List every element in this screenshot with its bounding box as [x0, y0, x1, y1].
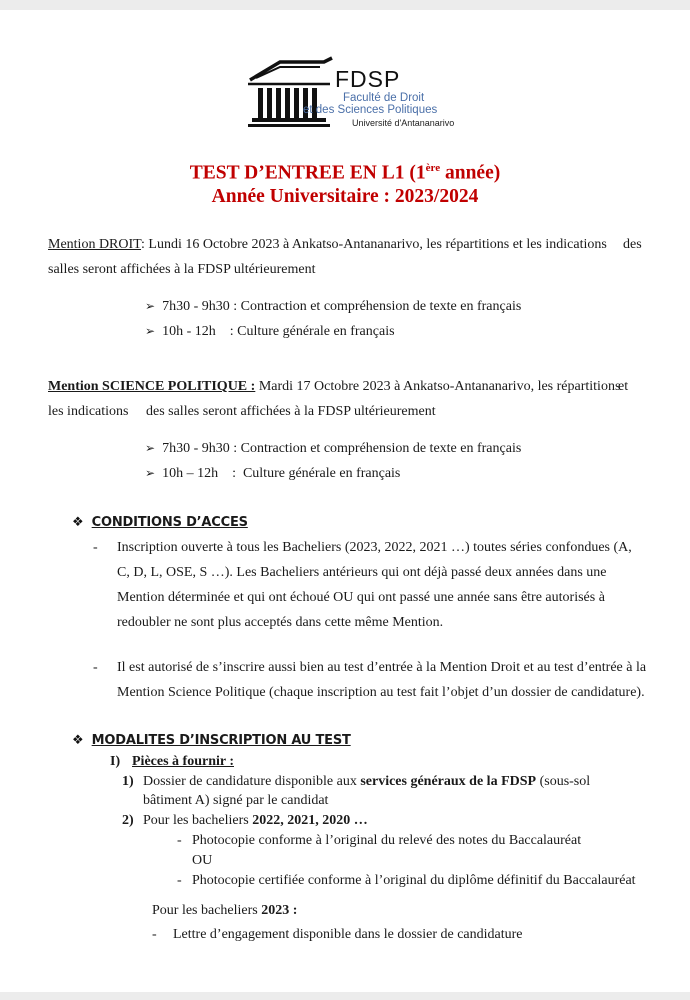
dash-bullet: -: [93, 540, 98, 555]
conditions-para1-line: C, D, L, OSE, S …). Les Bacheliers antérieurs qui ont déjà passé deux années dans une: [117, 565, 607, 580]
sciencepo-label: Mention SCIENCE POLITIQUE :: [48, 379, 256, 394]
logo-line-3: Université d'Antananarivo: [352, 118, 455, 128]
item1-line2: bâtiment A) signé par le candidat: [143, 793, 329, 808]
dash-bullet: -: [93, 660, 98, 675]
logo-line-2: et des Sciences Politiques: [303, 104, 438, 116]
diamond-star-icon: ❖: [72, 732, 84, 747]
conditions-para2-line: Mention Science Politique (chaque inscription au test fait l’objet d’un dossier de candidature).: [117, 685, 645, 700]
item-number: 1): [122, 774, 134, 789]
arrow-bullet-icon: ➢: [145, 324, 156, 338]
document-page: [0, 10, 690, 992]
fdsp-logo: [246, 54, 456, 136]
arrow-bullet-icon: ➢: [145, 441, 156, 455]
arrow-bullet-icon: ➢: [145, 466, 156, 480]
sub-item-line: Photocopie certifiée conforme à l’original du diplôme définitif du Baccalauréat: [192, 873, 636, 888]
sciencepo-text: Mardi 17 Octobre 2023 à Ankatso-Antananarivo, les répartitions: [255, 379, 621, 394]
bacheliers-2023-line: Pour les bacheliers 2023 :: [152, 903, 298, 918]
conditions-para1-line: Inscription ouverte à tous les Bacheliers (2023, 2022, 2021 …) toutes séries confondues (A,: [117, 540, 632, 555]
item-number: 2): [122, 813, 134, 828]
list-item: ➢ 7h30 - 9h30 : Contraction et compréhension de texte en français: [145, 299, 522, 314]
droit-paragraph-line1: [48, 236, 607, 254]
dash-bullet: -: [177, 873, 182, 888]
droit-text: : Lundi 16 Octobre 2023 à Ankatso-Antananarivo, les répartitions et les indications: [141, 237, 607, 252]
droit-label: Mention DROIT: [48, 237, 142, 252]
droit-line1-end: des: [623, 237, 642, 252]
dash-bullet: -: [152, 927, 157, 942]
conditions-para1-line: Mention déterminée et qui ont échoué OU qui ont passé une année sans être autorisés à: [117, 590, 605, 605]
conditions-para2-line: Il est autorisé de s’inscrire aussi bien au test d’entrée à la Mention Droit et au test d’entrée à la: [117, 660, 647, 675]
title-sup: ère: [425, 162, 441, 174]
section-label: Pièces à fournir :: [132, 754, 234, 769]
droit-paragraph-line2: salles seront affichées à la FDSP ultérieurement: [48, 262, 316, 277]
sciencepo-paragraph-line1: [48, 378, 620, 396]
conditions-para1-line: redoubler ne sont plus acceptés dans cette même Mention.: [117, 615, 444, 630]
title-main: TEST D’ENTREE EN L1 (1: [189, 162, 426, 184]
page-title: [0, 162, 690, 185]
list-item: ➢ 7h30 - 9h30 : Contraction et compréhension de texte en français: [145, 441, 522, 456]
sciencepo-line1-end: et: [618, 379, 629, 394]
modalites-heading: ❖ MODALITES D’INSCRIPTION AU TEST: [72, 732, 351, 748]
item2-line: Pour les bacheliers 2022, 2021, 2020 …: [143, 813, 368, 828]
sub-item-or: OU: [192, 853, 213, 868]
item1-line1: Dossier de candidature disponible aux services généraux de la FDSP (sous-sol: [143, 774, 591, 789]
list-item: ➢ 10h - 12h : Culture générale en français: [145, 324, 395, 339]
page-subtitle: Année Universitaire : 2023/2024: [211, 186, 479, 207]
sciencepo-paragraph-line2: les indications des salles seront affichées à la FDSP ultérieurement: [48, 404, 436, 419]
list-item: ➢ 10h – 12h : Culture générale en français: [145, 466, 401, 481]
dash-bullet: -: [177, 833, 182, 848]
section-number: I): [110, 754, 121, 769]
title-end: année): [440, 162, 501, 184]
arrow-bullet-icon: ➢: [145, 299, 156, 313]
logo-line-1: Faculté de Droit: [343, 92, 425, 104]
logo-acronym: FDSP: [335, 66, 401, 92]
sub-item-line: Lettre d’engagement disponible dans le dossier de candidature: [173, 927, 523, 942]
conditions-heading: ❖ CONDITIONS D’ACCES: [72, 514, 248, 530]
sub-item-line: Photocopie conforme à l’original du relevé des notes du Baccalauréat: [192, 833, 582, 848]
diamond-star-icon: ❖: [72, 514, 84, 529]
